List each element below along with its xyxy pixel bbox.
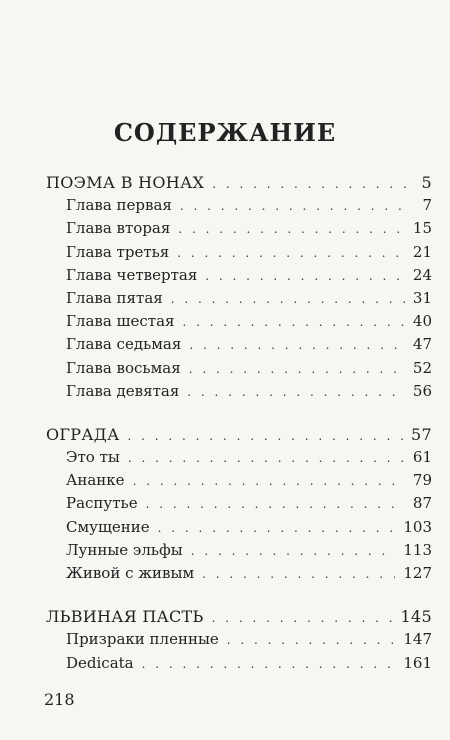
leader-dots	[187, 381, 405, 404]
toc-section	[46, 605, 432, 675]
toc-page-number: 5	[421, 173, 432, 192]
toc-page-number: 31	[412, 288, 432, 307]
toc-entry-label: Лунные эльфы	[66, 540, 183, 559]
leader-dots	[128, 447, 405, 470]
leader-dots	[189, 334, 405, 357]
page-number-folio: 218	[44, 690, 75, 709]
leader-dots	[142, 653, 396, 676]
toc-entry-label: Живой с живым	[66, 564, 195, 582]
toc-page-number: 147	[403, 630, 432, 649]
page-title: СОДЕРЖАНИЕ	[113, 118, 337, 147]
toc-entry	[46, 287, 432, 310]
toc-heading-label: ОГРАДА	[46, 424, 120, 444]
toc-page-number: 145	[400, 607, 432, 627]
toc-page-number: 79	[412, 471, 432, 490]
toc-heading-label: ЛЬВИНАЯ ПАСТЬ	[46, 607, 204, 627]
toc-entry-label: Ананке	[66, 471, 125, 490]
toc-page-number: 87	[412, 494, 432, 513]
leader-dots	[180, 195, 408, 218]
toc-section-heading	[46, 605, 432, 628]
toc-entry-label: Смущение	[66, 517, 150, 536]
leader-dots	[177, 242, 405, 265]
toc-page-number: 113	[403, 540, 432, 559]
toc-page-number: 24	[412, 265, 432, 284]
toc-entry-label: Глава первая	[66, 196, 172, 215]
toc-page-number: 40	[412, 312, 432, 331]
leader-dots	[227, 629, 396, 652]
leader-dots	[202, 563, 395, 586]
toc-entry-label: Призраки пленные	[66, 630, 219, 649]
toc-entry	[46, 539, 432, 562]
leader-dots	[133, 470, 405, 493]
toc-page-number: 161	[403, 653, 432, 672]
toc-entry	[46, 357, 432, 380]
toc-entry	[46, 628, 432, 651]
table-of-contents	[46, 171, 432, 695]
toc-entry	[46, 562, 432, 585]
toc-page-number: 15	[412, 219, 432, 238]
leader-dots	[183, 311, 405, 334]
toc-page-number: 57	[411, 424, 432, 444]
leader-dots	[212, 607, 393, 630]
leader-dots	[191, 540, 396, 563]
toc-entry	[46, 333, 432, 356]
toc-page-number: 127	[403, 564, 432, 582]
toc-entry-label: Глава третья	[66, 242, 170, 261]
toc-entry	[46, 310, 432, 333]
toc-entry-label: Глава девятая	[66, 381, 180, 400]
toc-section	[46, 423, 432, 585]
toc-entry	[46, 380, 432, 403]
toc-entry-label: Глава шестая	[66, 312, 175, 331]
toc-page-number: 61	[412, 448, 432, 467]
toc-page-number: 103	[403, 517, 432, 536]
toc-entry-label: Это ты	[66, 448, 120, 467]
toc-entry-label: Глава вторая	[66, 219, 171, 238]
leader-dots	[171, 288, 405, 311]
toc-page-number: 21	[412, 242, 432, 261]
leader-dots	[158, 517, 396, 540]
toc-entry	[46, 469, 432, 492]
toc-heading-label: ПОЭМА В НОНАХ	[46, 173, 205, 192]
toc-entry	[46, 516, 432, 539]
toc-entry-label: Глава пятая	[66, 288, 163, 307]
toc-section	[46, 171, 432, 403]
toc-section-heading	[46, 423, 432, 446]
leader-dots	[128, 425, 404, 448]
toc-page-number: 7	[422, 196, 432, 215]
leader-dots	[205, 265, 405, 288]
toc-entry	[46, 446, 432, 469]
toc-entry	[46, 241, 432, 264]
leader-dots	[146, 493, 405, 516]
toc-entry-label: Dedicata	[66, 653, 134, 672]
toc-entry-label: Распутье	[66, 494, 138, 513]
toc-page-number: 47	[412, 335, 432, 354]
toc-entry-label: Глава четвертая	[66, 265, 198, 284]
toc-entry	[46, 264, 432, 287]
leader-dots	[189, 358, 405, 381]
toc-section-heading	[46, 171, 432, 194]
toc-entry	[46, 652, 432, 675]
toc-entry	[46, 217, 432, 240]
leader-dots	[178, 218, 405, 241]
toc-entry-label: Глава седьмая	[66, 335, 182, 354]
toc-entry	[46, 194, 432, 217]
toc-entry	[46, 492, 432, 515]
toc-page-number: 52	[412, 358, 432, 377]
toc-page-number: 56	[412, 381, 432, 400]
leader-dots	[212, 173, 408, 196]
toc-entry-label: Глава восьмая	[66, 358, 181, 377]
